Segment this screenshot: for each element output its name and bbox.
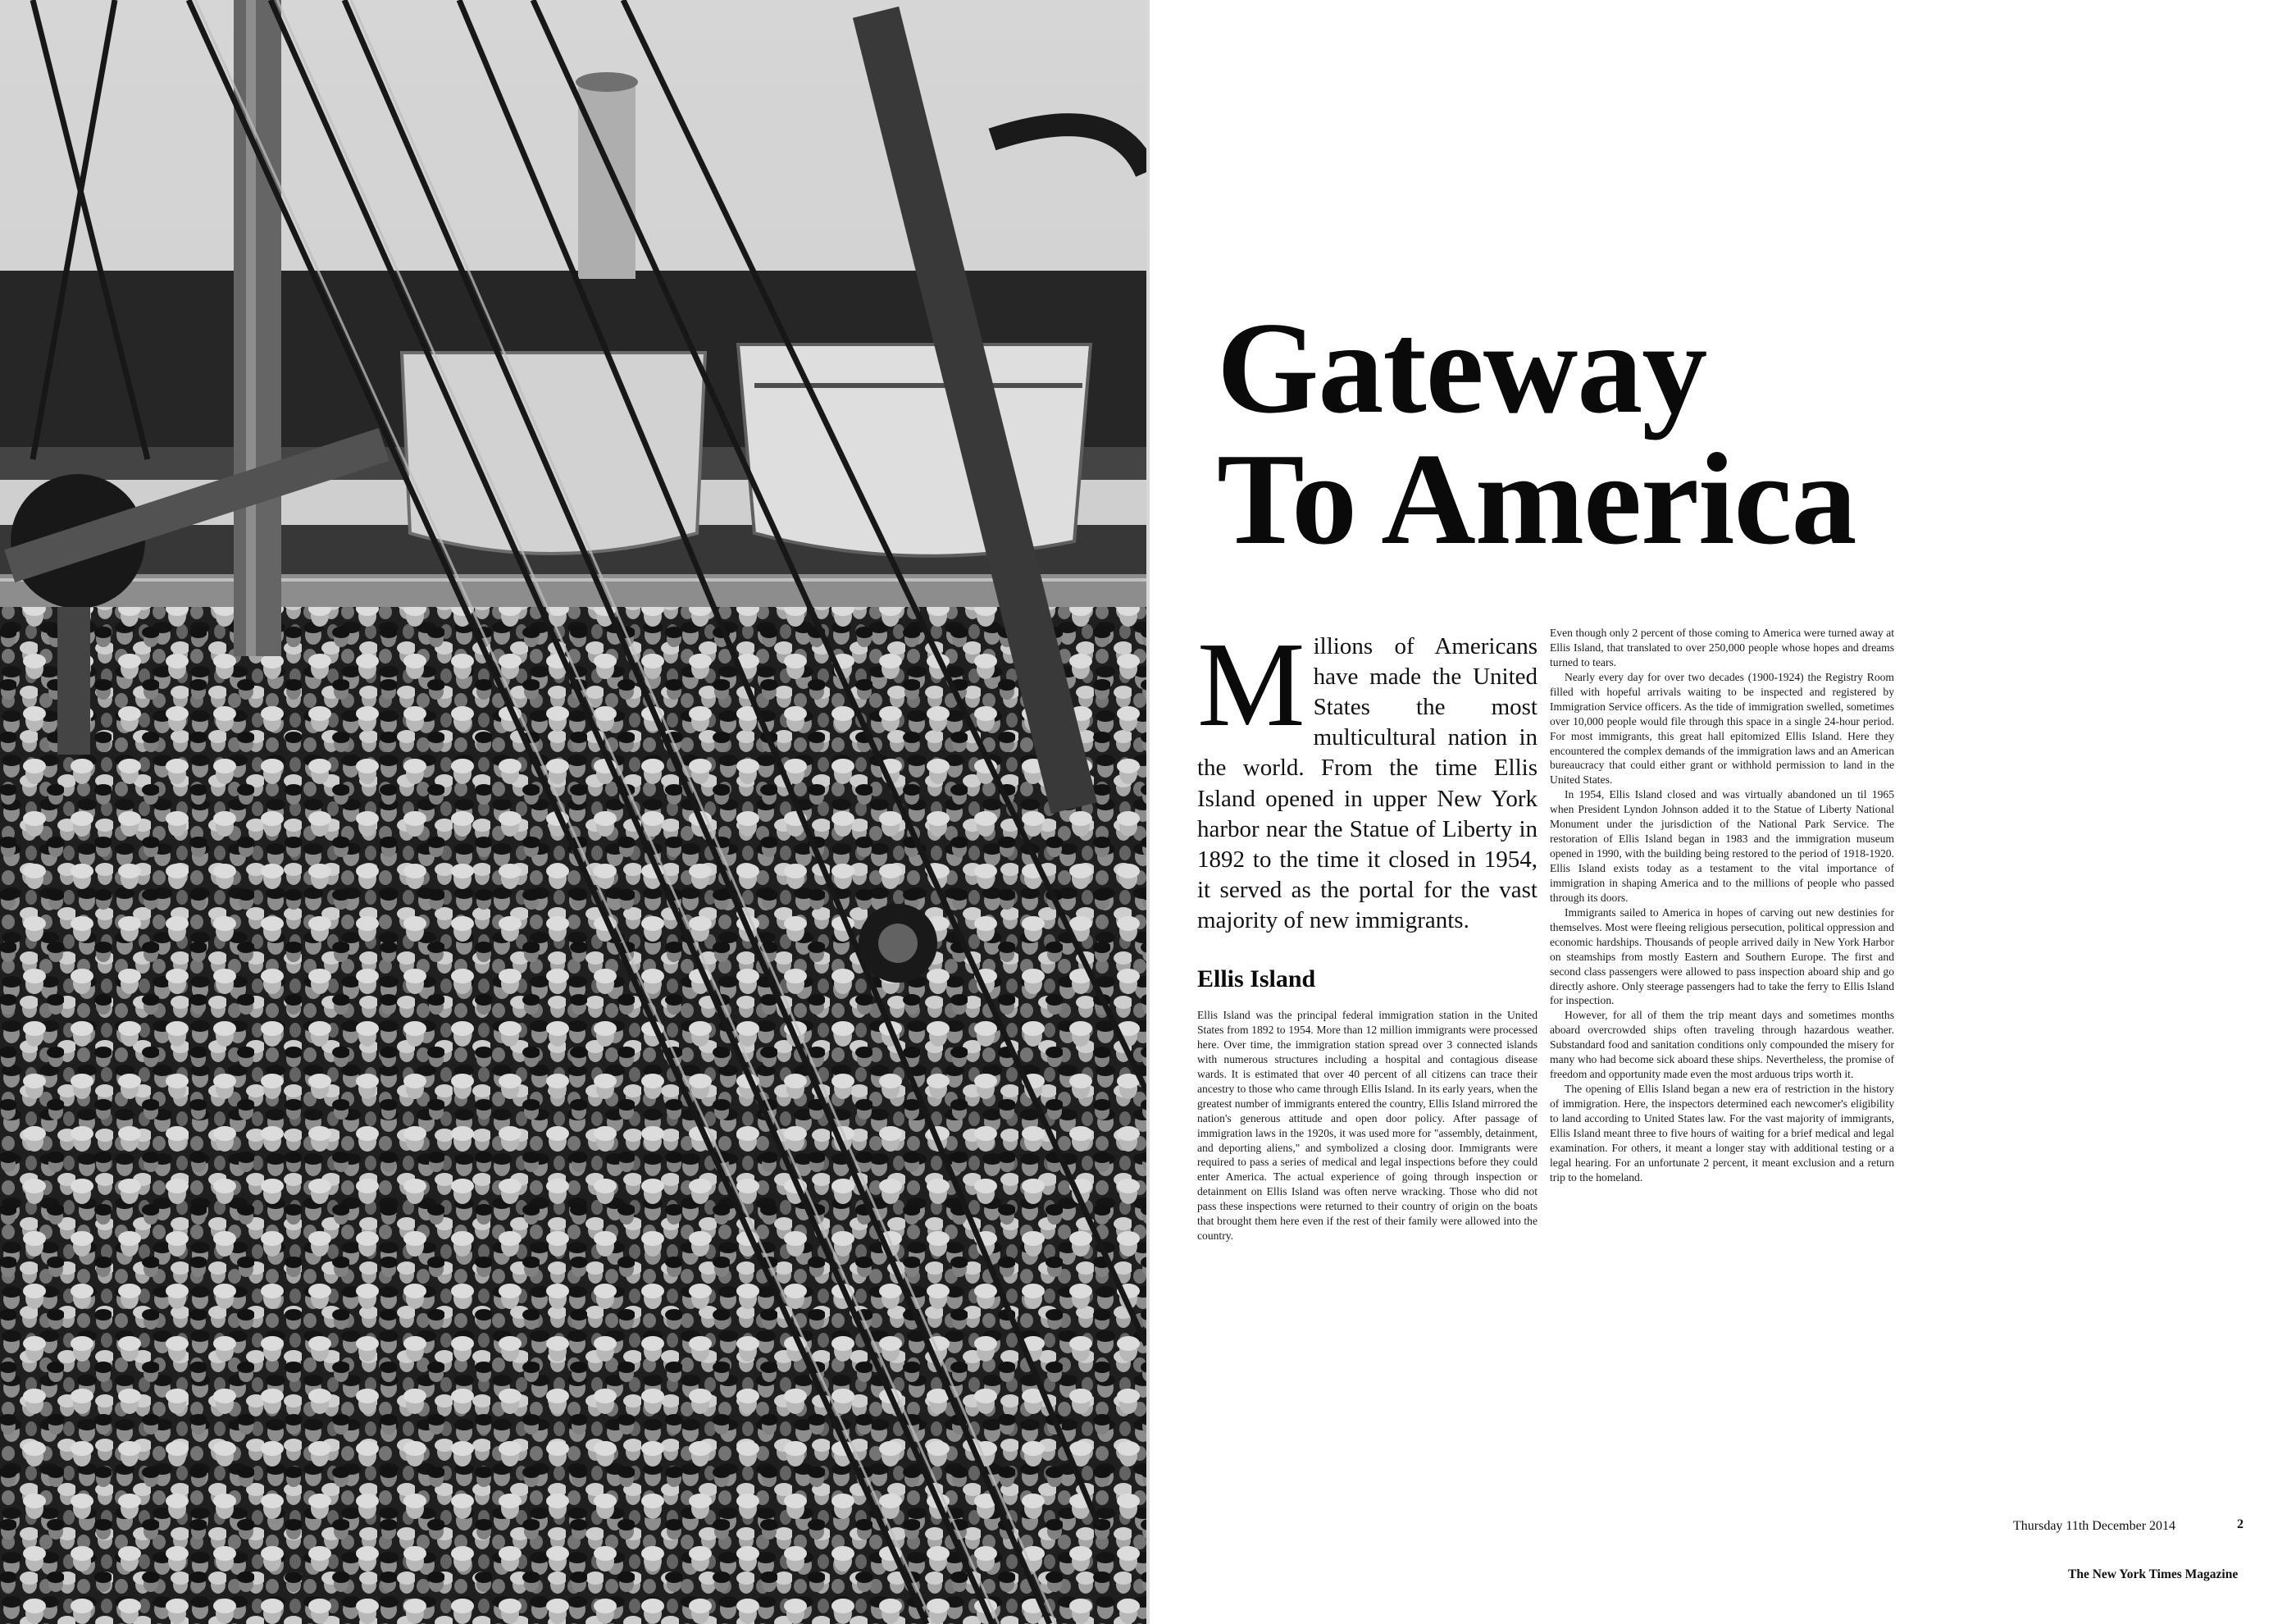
page-number: 2 bbox=[2237, 1517, 2244, 1531]
body-paragraph: The opening of Ellis Island began a new era of restriction in the history of immigration. Here, the inspectors determined each newcomer's eligibility to land according to United States law. For the vast majority of immigrants, Ellis Island meant three to five hours of waiting for a brief medical and legal examination. For others, it meant a longer stay with additional testing or a legal hearing. For an unfortunate 2 percent, it meant exclusion and a return trip to the homeland. bbox=[1550, 1083, 1894, 1184]
body-paragraph: Even though only 2 percent of those coming to America were turned away at Ellis Island, that translated to over 250,000 people whose hopes and dreams turned to tears. bbox=[1550, 627, 1894, 668]
ship-deck-photo bbox=[0, 0, 1146, 1624]
headline-line-1: Gateway bbox=[1217, 294, 1707, 440]
article-column-left bbox=[1197, 618, 1538, 1243]
page-gutter bbox=[1146, 0, 1150, 1624]
left-body-text bbox=[1197, 1008, 1538, 1243]
drop-cap: M bbox=[1197, 618, 1305, 752]
body-paragraph: Ellis Island was the principal federal immigration station in the United States from 1892 to 1954. More than 12 million immigrants were processed here. Over time, the immigration station spread over 3 connected islands with numerous structures including a hospital and contagious disease wards. It is estimated that over 40 percent of all citizens can trace their ancestry to those who came through Ellis Island. In its early years, when the greatest number of immigrants entered the country, Ellis Island mirrored the nation's generous attitude and open door policy. After passage of immigration laws in the 1920s, it was used more for "assembly, detainment, and deporting aliens," and symbolized a closing door. Immigrants were required to pass a series of medical and legal inspections before they could enter America. The actual experience of going through inspection or detainment on Ellis Island was often nerve wracking. Those who did not pass these inspections were returned to their country of origin on the boats that brought them here even if the rest of their family were allowed into the country. bbox=[1197, 1009, 1538, 1243]
body-paragraph: However, for all of them the trip meant days and sometimes months aboard overcrowded ships often traveling through hazardous weather. Substandard food and sanitation conditions only compounded the misery for many who had become sick aboard these ships. Nevertheless, the promise of freedom and opportunity made even the most arduous trips worth it. bbox=[1550, 1009, 1894, 1081]
photo-illustration bbox=[0, 0, 1146, 1624]
body-paragraph: Immigrants sailed to America in hopes of carving out new destinies for themselves. Most were fleeing religious persecution, political oppression and economic hardships. Thousands of people arrived daily in New York Harbor on steamships from mostly Eastern and Southern Europe. The first and second class passengers were allowed to pass inspection aboard ship and go directly ashore. Only steerage passengers had to take the ferry to Ellis Island for inspection. bbox=[1550, 906, 1894, 1007]
lede-text: illions of Americans have made the United States the most multicultural nation in the world. From the time Ellis Island opened in upper New York harbor near the Statue of Liberty in 1892 to the time it closed in 1954, it served as the portal for the vast majority of new immigrants. bbox=[1197, 633, 1538, 933]
issue-date: Thursday 11th December 2014 bbox=[2013, 1519, 2176, 1533]
body-paragraph: In 1954, Ellis Island closed and was virtually abandoned un til 1965 when President Lyndon Johnson added it to the Statue of Liberty National Monument under the jurisdiction of the National Park Service. The restoration of Ellis Island began in 1983 and the immigration museum opened in 1990, with the building being restored to the period of 1918-1920. Ellis Island exists today as a testament to the vital importance of immigration in shaping America and to the millions of people who passed through its doors. bbox=[1550, 788, 1894, 904]
body-paragraph: Nearly every day for over two decades (1900-1924) the Registry Room filled with hopeful arrivals waiting to be inspected and registered by Immigration Service officers. As the tide of immigration swelled, sometimes over 10,000 people would file through this space in a single 24-hour period. For most immigrants, this great hall epitomized Ellis Island. Here they encountered the complex demands of the immigration laws and an American bureaucracy that could either grant or withhold permission to land in the United States. bbox=[1550, 670, 1894, 787]
section-subhead: Ellis Island bbox=[1197, 965, 1316, 993]
article-headline bbox=[1217, 294, 2037, 572]
right-body-text bbox=[1550, 626, 1894, 1185]
article-lede bbox=[1197, 618, 1538, 936]
headline-line-2: To America bbox=[1217, 426, 1856, 572]
magazine-masthead: The New York Times Magazine bbox=[2068, 1567, 2239, 1581]
article-column-right bbox=[1550, 626, 1894, 1185]
